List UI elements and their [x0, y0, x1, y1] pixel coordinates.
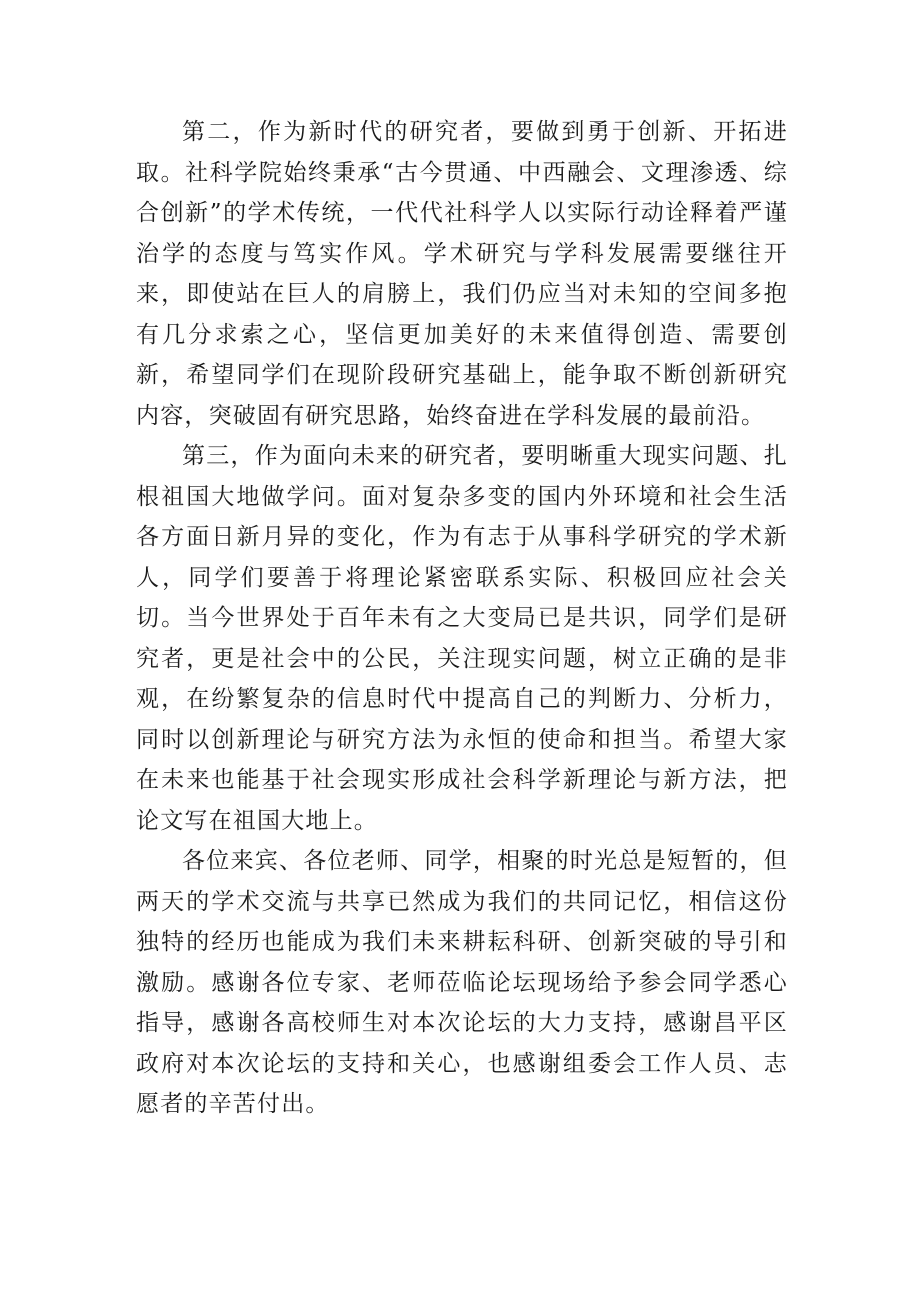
- paragraph-reality: 第三，作为面向未来的研究者，要明晰重大现实问题、扎根祖国大地做学问。面对复杂多变的国内外环境和社会生活各方面日新月异的变化，作为有志于从事科学研究的学术新人，同学们要善于将理论紧密联系实际、积极回应社会关切。当今世界处于百年未有之大变局已是共识，同学们是研究者，更是社会中的公民，关注现实问题，树立正确的是非观，在纷繁复杂的信息时代中提高自己的判断力、分析力，同时以创新理论与研究方法为永恒的使命和担当。希望大家在未来也能基于社会现实形成社会科学新理论与新方法，把论文写在祖国大地上。: [136, 443, 788, 834]
- document-body: [136, 112, 788, 1125]
- paragraph-thanks: 各位来宾、各位老师、同学，相聚的时光总是短暂的，但两天的学术交流与共享已然成为我们的共同记忆，相信这份独特的经历也能成为我们未来耕耘科研、创新突破的导引和激励。感谢各位专家、老师莅临论坛现场给予参会同学悉心指导，感谢各高校师生对本次论坛的大力支持，感谢昌平区政府对本次论坛的支持和关心，也感谢组委会工作人员、志愿者的辛苦付出。: [136, 848, 788, 1117]
- paragraph-innovation: 第二，作为新时代的研究者，要做到勇于创新、开拓进取。社科学院始终秉承“古今贯通、中西融会、文理渗透、综合创新”的学术传统，一代代社科学人以实际行动诠释着严谨治学的态度与笃实作风。学术研究与学科发展需要继往开来，即使站在巨人的肩膀上，我们仍应当对未知的空间多抱有几分求索之心，坚信更加美好的未来值得创造、需要创新，希望同学们在现阶段研究基础上，能争取不断创新研究内容，突破固有研究思路，始终奋进在学科发展的最前沿。: [136, 119, 788, 429]
